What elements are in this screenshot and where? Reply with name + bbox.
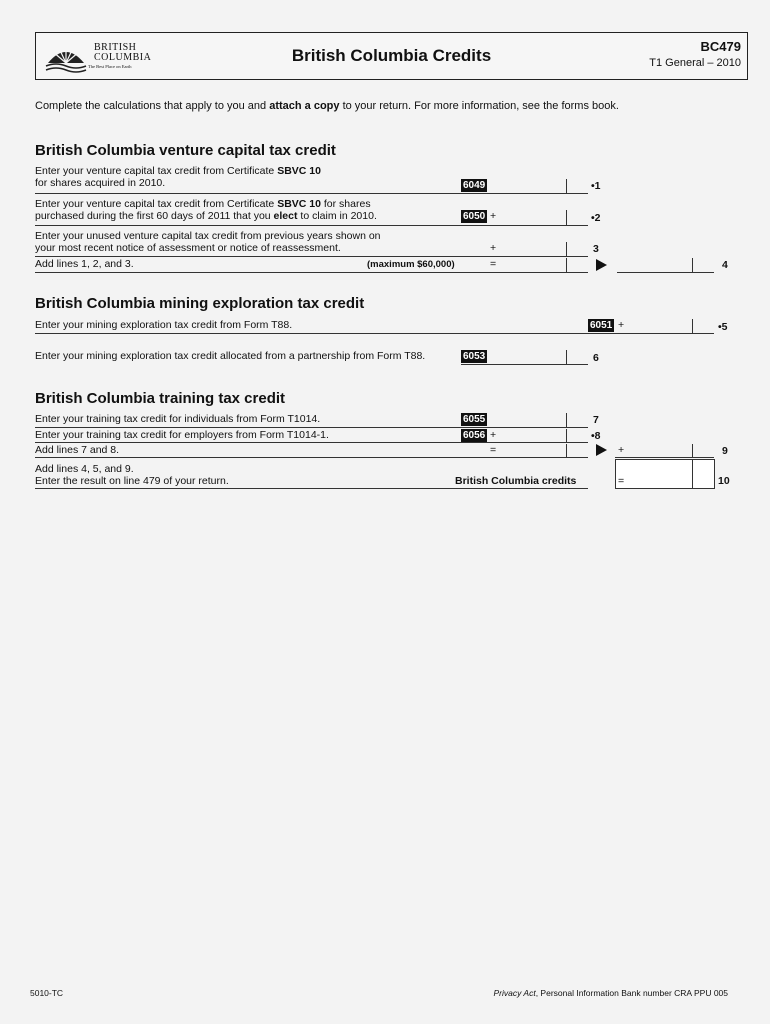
line6-rule [461, 364, 588, 365]
line5-rule [35, 333, 714, 334]
code-6055: 6055 [463, 414, 486, 425]
line4-maximum: (maximum $60,000) [367, 259, 455, 270]
logo-line1: BRITISH [94, 42, 137, 53]
line4-subtotal[interactable] [502, 258, 588, 271]
line8-plus: + [490, 429, 497, 441]
line5-text: Enter your mining exploration tax credit from Form T88. [35, 319, 293, 331]
line1-input[interactable] [492, 179, 588, 192]
line5-number: •5 [718, 321, 728, 333]
line9-total-rule [615, 457, 714, 458]
line9-number: 9 [722, 445, 728, 457]
line7-rule [35, 427, 588, 428]
line4-number: 4 [722, 259, 728, 271]
line10-rule [35, 488, 588, 489]
line2-input[interactable] [502, 210, 588, 223]
line1-text [35, 165, 321, 189]
line1-rule [35, 193, 588, 194]
line1-number: •1 [591, 180, 601, 192]
training-heading: British Columbia training tax credit [35, 390, 286, 407]
form-subtitle: T1 General – 2010 [649, 57, 741, 69]
line8-cents-bar [566, 429, 567, 442]
line2-text-a: Enter your venture capital tax credit from Certificate [35, 198, 278, 210]
line2-text-d: purchased during the first 60 days of 2011 that you [35, 210, 274, 222]
line9-equals: = [490, 444, 497, 456]
line10-total-box[interactable] [615, 459, 715, 489]
line8-rule [35, 442, 588, 443]
line1-cents-bar [566, 179, 567, 193]
line2-cents-bar [566, 210, 567, 225]
form-number: BC479 [700, 39, 741, 54]
line5-input[interactable] [629, 319, 714, 332]
intro-bold: attach a copy [269, 100, 340, 112]
line3-rule [35, 256, 588, 257]
line9-total-cents-bar [692, 444, 693, 457]
form-title: British Columbia Credits [291, 46, 492, 65]
line9-rule [35, 457, 588, 458]
line2-plus: + [490, 210, 497, 222]
arrow-right-icon [596, 444, 607, 456]
line3-input[interactable] [502, 242, 588, 255]
line8-number: •8 [591, 430, 601, 442]
privacy-notice [494, 988, 729, 998]
line6-text: Enter your mining exploration tax credit allocated from a partnership from Form T88. [35, 350, 426, 362]
form-code: 5010-TC [30, 988, 64, 998]
line6-number: 6 [593, 352, 599, 364]
logo-line2: COLUMBIA [94, 52, 152, 63]
line6-cents-bar [566, 350, 567, 364]
line7-cents-bar [566, 413, 567, 427]
line2-text-f: to claim in 2010. [297, 210, 377, 222]
line4-total-rule [617, 272, 714, 273]
line7-input[interactable] [492, 413, 588, 426]
line4-total-cents-bar [692, 258, 693, 272]
line4-text: Add lines 1, 2, and 3. [35, 258, 134, 270]
code-6056: 6056 [463, 430, 486, 441]
line3-text [35, 230, 381, 254]
line10-cents-bar [692, 459, 693, 489]
line2-number: •2 [591, 212, 601, 224]
line10-text-b: Enter the result on line 479 of your return. [35, 475, 229, 487]
line4-rule [35, 272, 588, 273]
code-6051: 6051 [590, 320, 613, 331]
line7-text: Enter your training tax credit for individuals from Form T1014. [35, 413, 321, 425]
line7-number: 7 [593, 414, 599, 426]
mining-heading: British Columbia mining exploration tax credit [35, 295, 365, 312]
intro-part3: to your return. For more information, see the forms book. [339, 100, 619, 112]
line2-rule [35, 225, 588, 226]
line3-text-a: Enter your unused venture capital tax credit from previous years shown on [35, 230, 381, 242]
line1-text-c: for shares acquired in 2010. [35, 177, 166, 189]
line10-number: 10 [718, 475, 730, 487]
intro-text [35, 100, 619, 112]
line2-text-e: elect [273, 210, 298, 222]
line3-text-b: your most recent notice of assessment or notice of reassessment. [35, 242, 341, 254]
form-page [22, 22, 748, 1004]
line2-text-c: for shares [320, 198, 371, 210]
line2-text [35, 198, 377, 222]
line9-plus: + [618, 444, 625, 456]
privacy-rest: , Personal Information Bank number CRA PPU 005 [535, 988, 728, 998]
line4-cents-bar [566, 258, 567, 272]
form-header [35, 32, 748, 80]
line9-text: Add lines 7 and 8. [35, 444, 120, 456]
logo-tagline: The Best Place on Earth [88, 64, 132, 69]
line10-text [35, 463, 229, 487]
line5-plus: + [618, 319, 625, 331]
code-6053: 6053 [463, 351, 486, 362]
line5-cents-bar [692, 319, 693, 333]
line9-cents-bar [566, 444, 567, 457]
line4-equals: = [490, 258, 497, 270]
line3-number: 3 [593, 243, 599, 255]
line2-text-b: SBVC 10 [277, 198, 321, 210]
line8-input[interactable] [502, 429, 588, 442]
line9-subtotal[interactable] [502, 444, 588, 457]
line3-plus: + [490, 242, 497, 254]
line3-cents-bar [566, 242, 567, 256]
line10-label: British Columbia credits [455, 475, 577, 487]
line6-input[interactable] [492, 350, 588, 363]
line8-text: Enter your training tax credit for employers from Form T1014-1. [35, 429, 329, 441]
line10-text-a: Add lines 4, 5, and 9. [35, 463, 134, 475]
line1-text-a: Enter your venture capital tax credit from Certificate [35, 165, 278, 177]
privacy-act: Privacy Act [493, 988, 536, 998]
arrow-right-icon [596, 259, 607, 271]
code-6049: 6049 [463, 180, 486, 191]
intro-part1: Complete the calculations that apply to you and [35, 100, 270, 112]
line9-input[interactable] [629, 444, 714, 457]
venture-heading: British Columbia venture capital tax credit [35, 142, 336, 159]
line10-equals: = [618, 475, 625, 487]
line1-text-b: SBVC 10 [277, 165, 321, 177]
line4-input[interactable] [617, 258, 714, 271]
code-6050: 6050 [463, 211, 486, 222]
